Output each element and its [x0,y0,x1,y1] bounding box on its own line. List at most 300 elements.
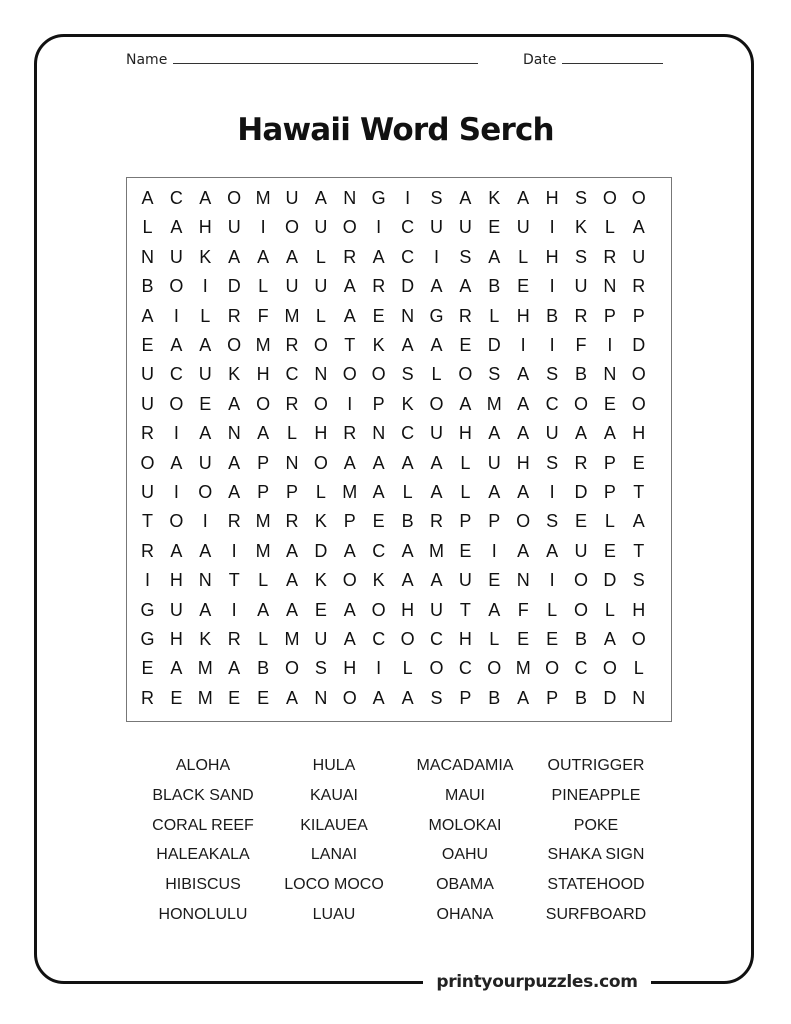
grid-letter[interactable]: K [314,570,327,591]
grid-letter[interactable]: E [632,452,645,473]
grid-letter[interactable]: E [372,511,385,532]
grid-letter[interactable]: I [347,393,353,414]
grid-letter[interactable]: O [573,570,588,591]
grid-letter[interactable]: I [549,217,555,238]
grid-letter[interactable]: A [228,393,241,414]
grid-letter[interactable]: U [545,423,559,444]
grid-letter[interactable]: A [199,188,212,208]
grid-letter[interactable]: L [315,482,326,502]
grid-letter[interactable]: O [169,393,184,414]
grid-letter[interactable]: B [574,687,587,708]
grid-letter[interactable]: U [487,452,501,473]
grid-letter[interactable]: A [401,540,414,561]
grid-letter[interactable]: O [313,393,328,414]
grid-letter[interactable]: G [140,599,155,620]
grid-letter[interactable]: R [141,687,154,708]
grid-letter[interactable]: P [632,305,645,326]
grid-letter[interactable]: U [198,364,212,385]
grid-letter[interactable]: A [517,482,530,502]
grid-letter[interactable]: A [170,217,183,238]
grid-letter[interactable]: I [433,246,439,267]
grid-letter[interactable]: R [574,305,588,326]
grid-letter[interactable]: A [228,452,241,473]
grid-letter[interactable]: H [343,658,357,679]
grid-letter[interactable]: F [257,305,269,326]
grid-letter[interactable]: I [549,276,555,297]
grid-letter[interactable]: C [458,658,472,679]
date-field[interactable] [523,52,663,68]
grid-letter[interactable]: O [371,364,386,385]
grid-letter[interactable]: B [574,629,587,649]
grid-letter[interactable]: H [516,305,530,326]
grid-letter[interactable]: A [459,276,472,297]
grid-letter[interactable]: E [603,393,616,414]
grid-letter[interactable]: A [199,423,212,444]
grid-letter[interactable]: S [430,687,443,708]
grid-letter[interactable]: T [459,599,471,620]
grid-letter[interactable]: H [632,423,646,444]
grid-letter[interactable]: A [257,599,270,620]
grid-letter[interactable]: E [141,658,154,679]
grid-letter[interactable]: I [549,570,555,591]
grid-letter[interactable]: I [549,335,555,355]
grid-letter[interactable]: M [255,188,271,208]
grid-letter[interactable]: U [314,629,328,649]
grid-letter[interactable]: P [257,482,270,502]
grid-letter[interactable]: P [459,511,472,532]
grid-letter[interactable]: T [633,540,645,561]
grid-letter[interactable]: G [371,188,386,208]
grid-letter[interactable]: O [198,482,213,502]
grid-letter[interactable]: A [401,570,414,591]
grid-letter[interactable]: A [517,687,530,708]
grid-letter[interactable]: P [459,687,472,708]
grid-letter[interactable]: O [429,658,444,679]
grid-letter[interactable]: A [343,599,356,620]
grid-letter[interactable]: E [517,276,530,297]
grid-letter[interactable]: N [343,188,357,208]
grid-letter[interactable]: A [257,246,270,267]
grid-letter[interactable]: A [603,423,616,444]
grid-letter[interactable]: L [258,629,269,649]
grid-letter[interactable]: U [516,217,530,238]
grid-letter[interactable]: M [255,540,271,561]
grid-letter[interactable]: E [603,540,616,561]
grid-letter[interactable]: L [315,305,326,326]
grid-letter[interactable]: I [549,482,555,502]
grid-letter[interactable]: N [516,570,530,591]
grid-letter[interactable]: A [343,452,356,473]
grid-letter[interactable]: A [517,393,530,414]
grid-letter[interactable]: O [256,393,271,414]
grid-letter[interactable]: O [400,629,415,649]
grid-letter[interactable]: E [141,335,154,355]
grid-letter[interactable]: T [633,482,645,502]
grid-letter[interactable]: P [603,305,616,326]
grid-letter[interactable]: L [200,305,211,326]
grid-letter[interactable]: L [489,629,500,649]
grid-letter[interactable]: D [487,335,501,355]
grid-letter[interactable]: A [488,599,501,620]
grid-letter[interactable]: L [258,570,269,591]
grid-letter[interactable]: R [141,423,154,444]
grid-letter[interactable]: C [285,364,299,385]
grid-letter[interactable]: L [489,305,500,326]
grid-letter[interactable]: D [401,276,415,297]
grid-letter[interactable]: O [602,188,617,208]
grid-letter[interactable]: U [430,423,443,444]
grid-letter[interactable]: A [170,452,183,473]
grid-letter[interactable]: L [315,246,326,267]
grid-letter[interactable]: R [227,629,241,649]
grid-letter[interactable]: I [491,540,497,561]
grid-letter[interactable]: M [486,393,502,414]
grid-letter[interactable]: B [141,276,154,297]
grid-letter[interactable]: I [202,511,208,532]
grid-letter[interactable]: A [285,540,298,561]
grid-letter[interactable]: F [517,599,529,620]
grid-letter[interactable]: E [257,687,270,708]
grid-letter[interactable]: P [603,452,616,473]
grid-letter[interactable]: T [344,335,356,355]
grid-letter[interactable]: K [314,511,327,532]
grid-letter[interactable]: N [198,570,212,591]
grid-letter[interactable]: U [314,217,328,238]
grid-letter[interactable]: A [488,423,501,444]
grid-letter[interactable]: A [401,452,414,473]
grid-letter[interactable]: A [517,540,530,561]
grid-letter[interactable]: D [227,276,241,297]
grid-letter[interactable]: A [372,482,385,502]
grid-letter[interactable]: I [376,658,382,679]
grid-letter[interactable]: I [173,482,179,502]
grid-letter[interactable]: A [517,364,530,385]
grid-letter[interactable]: A [343,540,356,561]
grid-letter[interactable]: L [460,482,471,502]
grid-letter[interactable]: O [342,570,357,591]
grid-letter[interactable]: C [401,423,415,444]
grid-letter[interactable]: R [458,305,472,326]
grid-letter[interactable]: M [284,305,300,326]
grid-letter[interactable]: K [372,570,385,591]
grid-letter[interactable]: R [574,452,588,473]
grid-letter[interactable]: N [632,687,646,708]
grid-letter[interactable]: E [517,629,530,649]
grid-letter[interactable]: L [431,364,442,385]
grid-letter[interactable]: O [429,393,444,414]
grid-letter[interactable]: U [314,276,328,297]
grid-letter[interactable]: A [170,540,183,561]
grid-letter[interactable]: A [199,335,212,355]
grid-letter[interactable]: I [202,276,208,297]
grid-letter[interactable]: D [603,687,617,708]
grid-letter[interactable]: T [228,570,240,591]
grid-letter[interactable]: K [401,393,414,414]
grid-letter[interactable]: O [487,658,502,679]
grid-letter[interactable]: A [517,423,530,444]
grid-letter[interactable]: C [372,540,386,561]
grid-letter[interactable]: A [430,570,443,591]
grid-letter[interactable]: A [603,629,616,649]
grid-letter[interactable]: N [603,276,617,297]
grid-letter[interactable]: C [169,188,183,208]
grid-letter[interactable]: U [430,217,443,238]
grid-letter[interactable]: E [488,570,501,591]
grid-letter[interactable]: P [372,393,385,414]
grid-letter[interactable]: E [314,599,327,620]
grid-letter[interactable]: A [430,276,443,297]
grid-letter[interactable]: L [286,423,297,444]
grid-letter[interactable]: A [343,305,356,326]
grid-letter[interactable]: I [173,423,179,444]
grid-letter[interactable]: B [546,305,559,326]
grid-letter[interactable]: N [141,246,154,267]
grid-letter[interactable]: O [458,364,473,385]
grid-letter[interactable]: L [547,599,558,620]
grid-letter[interactable]: A [170,658,183,679]
grid-letter[interactable]: U [141,364,154,385]
grid-letter[interactable]: A [372,452,385,473]
grid-letter[interactable]: O [342,364,357,385]
grid-letter[interactable]: A [574,423,587,444]
grid-letter[interactable]: O [227,188,242,208]
grid-letter[interactable]: M [197,658,213,679]
grid-letter[interactable]: O [371,599,386,620]
grid-letter[interactable]: R [227,511,241,532]
grid-letter[interactable]: B [574,364,587,385]
grid-letter[interactable]: D [314,540,328,561]
grid-letter[interactable]: O [631,364,646,385]
grid-letter[interactable]: A [459,393,472,414]
grid-letter[interactable]: E [372,305,385,326]
grid-letter[interactable]: U [430,599,443,620]
grid-letter[interactable]: A [343,276,356,297]
grid-letter[interactable]: N [314,364,328,385]
grid-letter[interactable]: R [603,246,617,267]
grid-letter[interactable]: M [284,629,300,649]
grid-letter[interactable]: N [401,305,415,326]
grid-letter[interactable]: R [141,540,154,561]
grid-letter[interactable]: U [458,217,472,238]
grid-letter[interactable]: L [518,246,529,267]
grid-letter[interactable]: A [285,570,298,591]
grid-letter[interactable]: B [488,276,501,297]
grid-letter[interactable]: U [141,482,154,502]
grid-letter[interactable]: R [343,246,357,267]
date-line[interactable] [562,62,663,64]
grid-letter[interactable]: I [231,599,237,620]
grid-letter[interactable]: A [314,188,327,208]
grid-letter[interactable]: I [405,188,411,208]
grid-letter[interactable]: N [372,423,386,444]
grid-letter[interactable]: H [632,599,646,620]
grid-letter[interactable]: P [603,482,616,502]
grid-letter[interactable]: O [573,393,588,414]
grid-letter[interactable]: A [430,482,443,502]
grid-letter[interactable]: O [140,452,155,473]
grid-letter[interactable]: E [488,217,501,238]
grid-letter[interactable]: N [603,364,617,385]
grid-letter[interactable]: S [430,188,443,208]
grid-letter[interactable]: P [488,511,501,532]
grid-letter[interactable]: A [401,687,414,708]
grid-letter[interactable]: H [545,188,559,208]
grid-letter[interactable]: L [604,599,615,620]
grid-letter[interactable]: D [603,570,617,591]
grid-letter[interactable]: O [573,599,588,620]
grid-letter[interactable]: C [401,217,415,238]
grid-letter[interactable]: O [631,629,646,649]
grid-letter[interactable]: R [285,393,299,414]
grid-letter[interactable]: U [574,276,588,297]
grid-letter[interactable]: K [488,188,501,208]
grid-letter[interactable]: U [285,188,299,208]
grid-letter[interactable]: A [517,188,530,208]
name-field[interactable] [126,52,478,68]
grid-letter[interactable]: B [401,511,414,532]
grid-letter[interactable]: M [197,687,213,708]
grid-letter[interactable]: O [284,658,299,679]
grid-letter[interactable]: O [169,276,184,297]
grid-letter[interactable]: H [314,423,328,444]
grid-letter[interactable]: R [227,305,241,326]
grid-letter[interactable]: S [488,364,501,385]
grid-letter[interactable]: L [633,658,644,679]
grid-letter[interactable]: H [198,217,212,238]
grid-letter[interactable]: I [607,335,613,355]
grid-letter[interactable]: T [142,511,153,532]
grid-letter[interactable]: K [372,335,385,355]
grid-letter[interactable]: R [343,423,357,444]
grid-letter[interactable]: I [144,570,150,591]
grid-letter[interactable]: R [632,276,646,297]
grid-letter[interactable]: I [376,217,382,238]
grid-letter[interactable]: A [488,246,501,267]
grid-letter[interactable]: A [257,423,270,444]
grid-letter[interactable]: O [342,217,357,238]
grid-letter[interactable]: A [285,599,298,620]
grid-letter[interactable]: U [285,276,299,297]
grid-letter[interactable]: U [227,217,241,238]
grid-letter[interactable]: O [284,217,299,238]
grid-letter[interactable]: A [141,305,154,326]
grid-letter[interactable]: R [285,511,299,532]
grid-letter[interactable]: I [173,305,179,326]
grid-letter[interactable]: R [430,511,443,532]
grid-letter[interactable]: E [546,629,559,649]
grid-letter[interactable]: U [141,393,154,414]
grid-letter[interactable]: K [199,629,212,649]
grid-letter[interactable]: F [575,335,587,355]
grid-letter[interactable]: S [401,364,414,385]
grid-letter[interactable]: O [631,393,646,414]
grid-letter[interactable]: H [256,364,270,385]
grid-letter[interactable]: C [545,393,559,414]
grid-letter[interactable]: G [140,629,155,649]
grid-letter[interactable]: G [429,305,444,326]
grid-letter[interactable]: O [313,452,328,473]
grid-letter[interactable]: P [285,482,298,502]
grid-letter[interactable]: E [459,335,472,355]
name-line[interactable] [173,62,478,64]
grid-letter[interactable]: O [169,511,184,532]
grid-letter[interactable]: C [169,364,183,385]
grid-letter[interactable]: E [574,511,587,532]
grid-letter[interactable]: O [227,335,242,355]
grid-letter[interactable]: H [458,629,472,649]
grid-letter[interactable]: E [459,540,472,561]
grid-letter[interactable]: M [429,540,444,561]
grid-letter[interactable]: S [574,246,587,267]
grid-letter[interactable]: U [169,246,183,267]
grid-letter[interactable]: A [343,629,356,649]
grid-letter[interactable]: H [169,629,183,649]
grid-letter[interactable]: M [255,335,271,355]
grid-letter[interactable]: N [314,687,328,708]
grid-letter[interactable]: L [604,217,615,238]
grid-letter[interactable]: A [632,217,645,238]
grid-letter[interactable]: A [459,188,472,208]
grid-letter[interactable]: A [228,246,241,267]
grid-letter[interactable]: L [604,511,615,532]
grid-letter[interactable]: H [169,570,183,591]
grid-letter[interactable]: E [228,687,241,708]
grid-letter[interactable]: D [632,335,646,355]
grid-letter[interactable]: O [602,658,617,679]
grid-letter[interactable]: M [342,482,358,502]
grid-letter[interactable]: E [199,393,212,414]
grid-letter[interactable]: R [285,335,299,355]
grid-letter[interactable]: K [228,364,241,385]
grid-letter[interactable]: L [402,482,413,502]
grid-letter[interactable]: A [372,246,385,267]
grid-letter[interactable]: A [285,687,298,708]
grid-letter[interactable]: K [199,246,212,267]
grid-letter[interactable]: A [632,511,645,532]
grid-letter[interactable]: U [198,452,212,473]
grid-letter[interactable]: I [231,540,237,561]
grid-letter[interactable]: A [488,482,501,502]
grid-letter[interactable]: L [460,452,471,473]
grid-letter[interactable]: S [546,452,559,473]
grid-letter[interactable]: K [574,217,587,238]
grid-letter[interactable]: A [401,335,414,355]
grid-letter[interactable]: O [631,188,646,208]
grid-letter[interactable]: O [342,687,357,708]
grid-letter[interactable]: M [255,511,271,532]
grid-letter[interactable]: H [516,452,530,473]
grid-letter[interactable]: M [515,658,531,679]
grid-letter[interactable]: A [228,658,241,679]
grid-letter[interactable]: A [430,335,443,355]
grid-letter[interactable]: R [372,276,386,297]
grid-letter[interactable]: C [401,246,415,267]
grid-letter[interactable]: S [574,188,587,208]
grid-letter[interactable]: S [632,570,645,591]
grid-letter[interactable]: C [430,629,443,649]
grid-letter[interactable]: C [372,629,386,649]
grid-letter[interactable]: A [199,599,212,620]
grid-letter[interactable]: A [170,335,183,355]
grid-letter[interactable]: A [546,540,559,561]
grid-letter[interactable]: S [314,658,327,679]
grid-letter[interactable]: U [632,246,646,267]
grid-letter[interactable]: A [430,452,443,473]
grid-letter[interactable]: N [285,452,299,473]
grid-letter[interactable]: B [488,687,501,708]
grid-letter[interactable]: A [372,687,385,708]
grid-letter[interactable]: P [257,452,270,473]
